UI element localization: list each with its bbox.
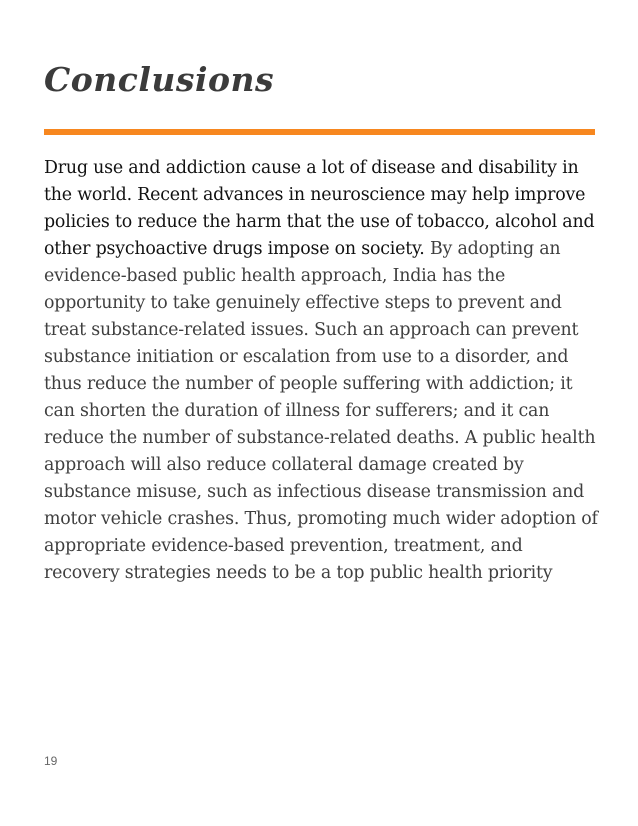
title-divider — [44, 129, 595, 135]
conclusion-paragraph — [44, 155, 600, 587]
page-number: 19 — [44, 754, 58, 768]
paragraph-lead-text: Drug use and addiction cause a lot of disease and disability in the world. Recent advances in neuroscience may help improve policies to reduce the harm that the use of tobacco, alcohol and other psychoactive drugs impose on society. — [44, 158, 595, 259]
paragraph-body-text: By adopting an evidence-based public health approach, India has the opportunity to take genuinely effective steps to prevent and treat substance-related issues. Such an approach can prevent substance initiation or escalation from use to a disorder, and thus reduce the number of people suffering with addiction; it can shorten the duration of illness for sufferers; and it can reduce the number of substance-related deaths. A public health approach will also reduce collateral damage created by substance misuse, such as infectious disease transmission and motor vehicle crashes. Thus, promoting much wider adoption of appropriate evidence-based prevention, treatment, and recovery strategies needs to be a top public health priority — [44, 239, 598, 583]
page-title: Conclusions — [44, 60, 275, 99]
